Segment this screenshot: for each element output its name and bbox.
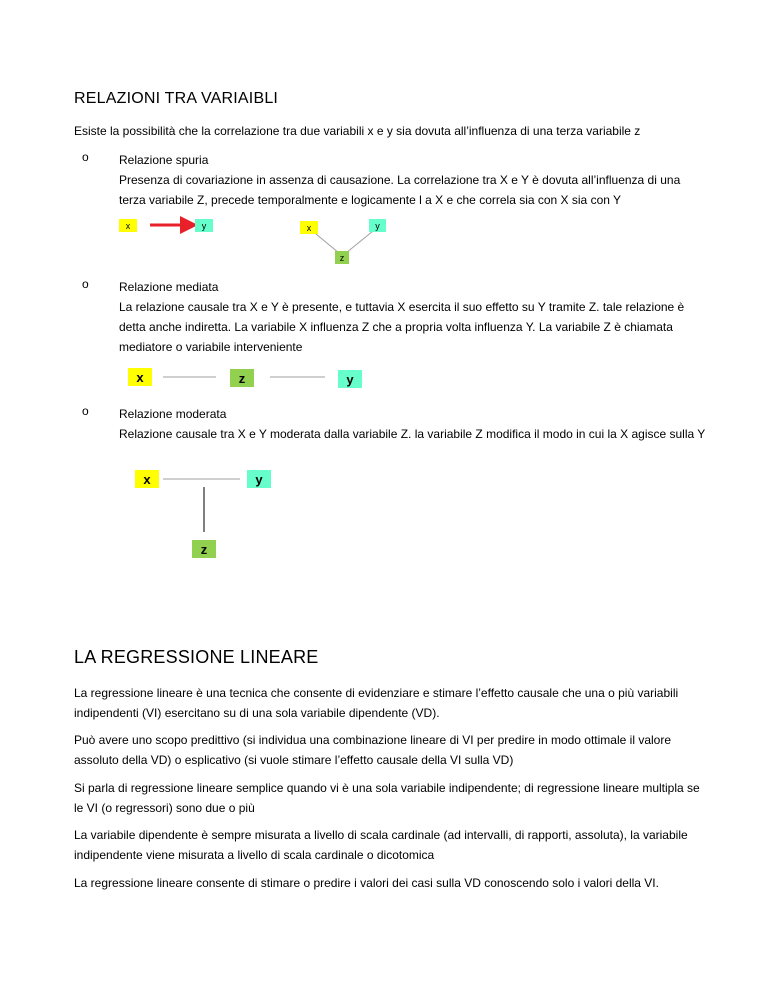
item-text: Relazione causale tra X e Y moderata dalla variabile Z. la variabile Z modifica il modo in cui la X agisce sulla Y	[119, 427, 706, 441]
item-title: Relazione moderata	[119, 407, 227, 421]
variable-box-y: y	[247, 470, 271, 488]
variable-box-z: z	[192, 540, 216, 558]
item-title: Relazione spuria	[119, 153, 209, 167]
variable-box-z: z	[230, 369, 254, 387]
item-text: La relazione causale tra X e Y è presente, e tuttavia X esercita il suo effetto su Y tramite Z. tale relazione è detta anche indiretta. La variabile X influenza Z che a propria volta influenza Y. La variabile Z è chiamata mediatore o variabile interveniente	[119, 300, 685, 354]
bullet-marker: o	[82, 404, 89, 418]
paragraph: Può avere uno scopo predittivo (si individua una combinazione lineare di VI per predire in modo ottimale il valore assoluto della VD) o esplicativo (si vuole stimare l’effetto causale della VI sulla VD)	[74, 733, 671, 767]
connector-line	[346, 231, 373, 253]
intro-paragraph: Esiste la possibilità che la correlazione tra due variabili x e y sia dovuta all’influenza di una terza variabile z	[74, 124, 641, 138]
paragraph: La regressione lineare consente di stimare o predire i valori dei casi sulla VD conoscendo solo i valori della VI.	[74, 876, 659, 890]
item-text: Presenza di covariazione in assenza di causazione. La correlazione tra X e Y è dovuta all’influenza di una terza variabile Z, precede temporalmente e logicamente l a X e che correla sia con X sia con Y	[119, 173, 681, 207]
bullet-marker: o	[82, 150, 89, 164]
variable-box-y: y	[369, 219, 386, 232]
section-title-relazioni: RELAZIONI TRA VARIAIBLI	[74, 90, 279, 107]
bullet-marker: o	[82, 277, 89, 291]
variable-box-x: x	[119, 219, 137, 232]
item-title: Relazione mediata	[119, 280, 219, 294]
variable-box-x: x	[300, 221, 318, 234]
paragraph: La regressione lineare è una tecnica che consente di evidenziare e stimare l’effetto causale che una o più variabili indipendenti (VI) esercitano su di una sola variabile dipendente (VD).	[74, 686, 679, 720]
paragraph: Si parla di regressione lineare semplice quando vi è una sola variabile indipendente; di regressione lineare multipla se le VI (o regressori) sono due o più	[74, 781, 700, 815]
variable-box-x: x	[128, 368, 152, 386]
section-title-regressione: LA REGRESSIONE LINEARE	[74, 647, 319, 667]
variable-box-z: z	[335, 251, 349, 264]
variable-box-y: y	[338, 370, 362, 388]
paragraph: La variabile dipendente è sempre misurata a livello di scala cardinale (ad intervalli, di rapporti, assoluta), la variabile indipendente viene misurata a livello di scala cardinale o dicotomica	[74, 828, 688, 862]
variable-box-y: y	[195, 219, 213, 232]
variable-box-x: x	[135, 470, 159, 488]
